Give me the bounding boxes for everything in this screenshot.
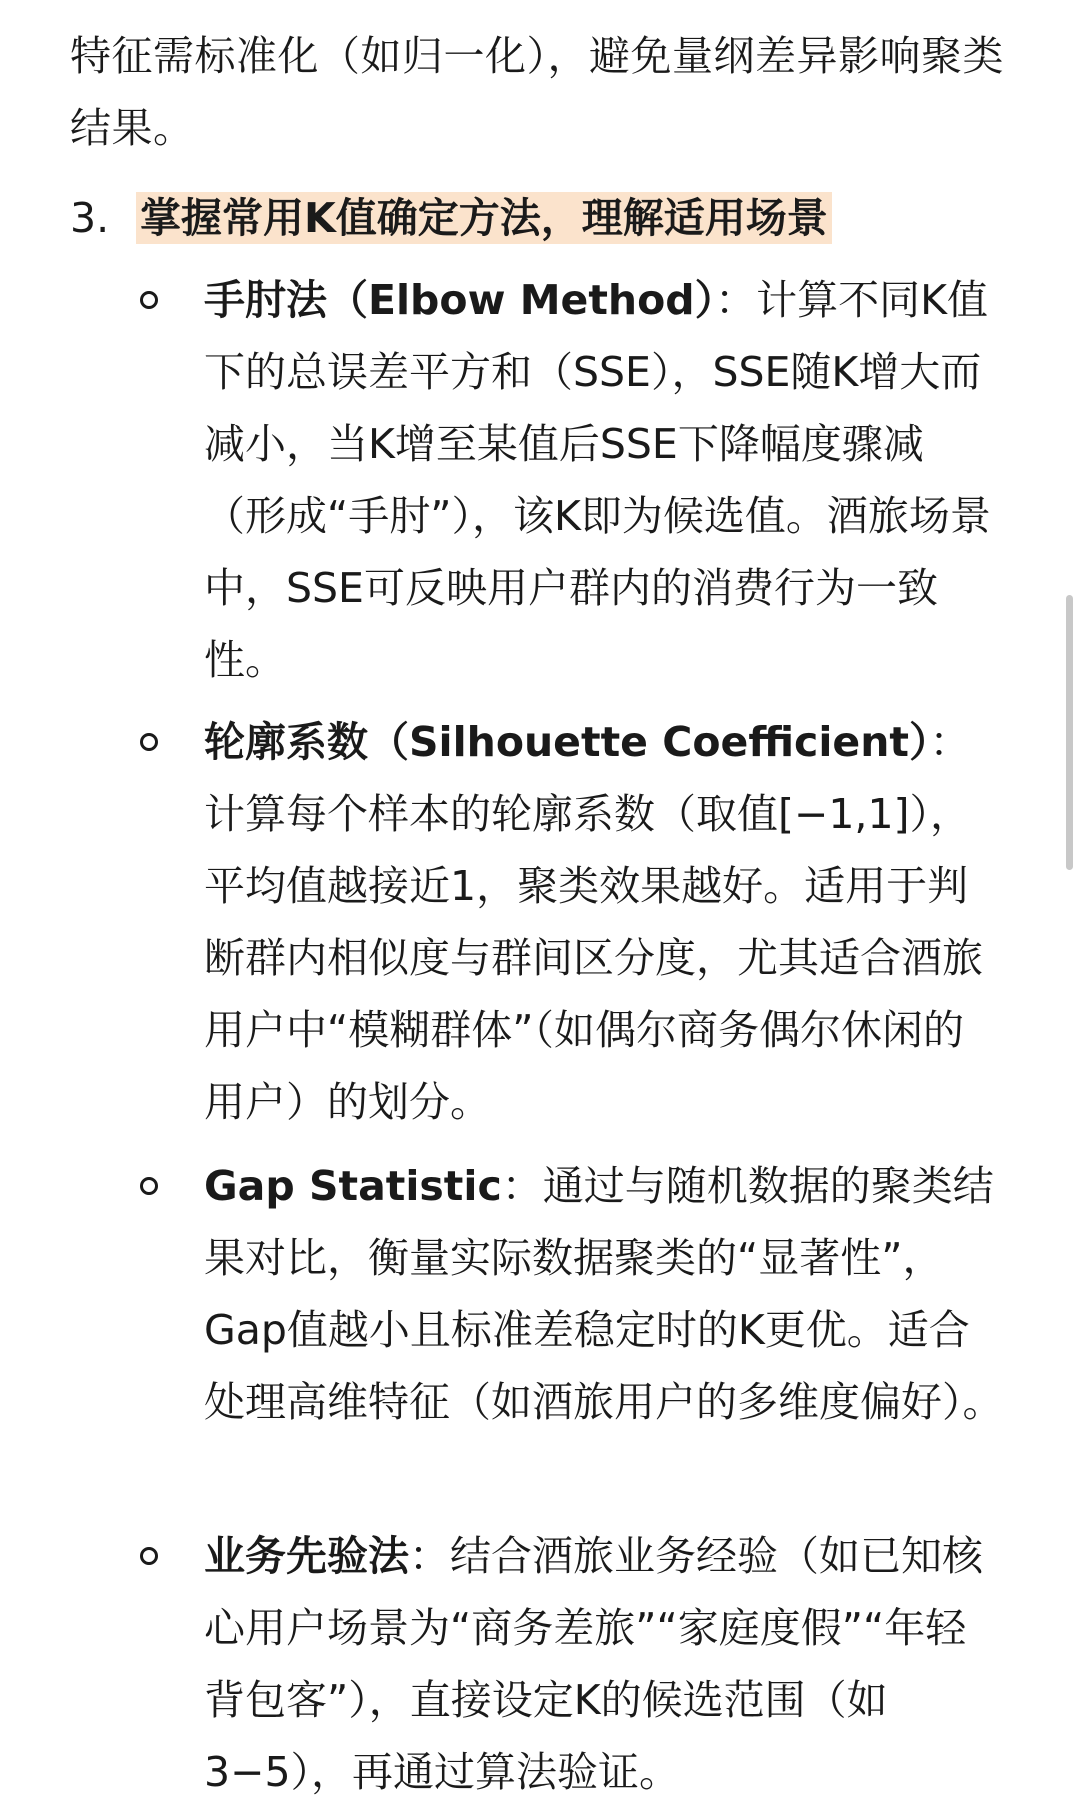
highlighted-heading: 掌握常用K值确定方法，理解适用场景 <box>136 192 832 244</box>
method-description: ：计算每个样本的轮廓系数（取值[−1,1]），平均值越接近1，聚类效果越好。适用于判断群内相似度与群间区分度，尤其适合酒旅用户中“模糊群体”（如偶尔商务偶尔休闲的用户）的划分。 <box>204 718 983 1126</box>
method-term: 轮廓系数（Silhouette Coefficient） <box>204 718 930 766</box>
hollow-bullet-icon <box>140 1177 158 1195</box>
hollow-bullet-icon <box>140 1547 158 1565</box>
method-term: Gap Statistic <box>204 1162 502 1210</box>
method-description: ：计算不同K值下的总误差平方和（SSE），SSE随K增大而减小，当K增至某值后SSE下降幅度骤减（形成“手肘”），该K即为候选值。酒旅场景中，SSE可反映用户群内的消费行为一致性。 <box>204 276 991 684</box>
method-term: 业务先验法 <box>204 1532 409 1580</box>
numbered-item-3 <box>70 182 1030 254</box>
hollow-bullet-icon <box>140 733 158 751</box>
method-description: ：通过与随机数据的聚类结果对比，衡量实际数据聚类的“显著性”，Gap值越小且标准差稳定时的K更优。适合处理高维特征（如酒旅用户的多维度偏好）。 <box>204 1162 1004 1426</box>
method-term: 手肘法（Elbow Method） <box>204 276 716 324</box>
method-description: ：结合酒旅业务经验（如已知核心用户场景为“商务差旅”“家庭度假”“年轻背包客”），直接设定K的候选范围（如3−5），再通过算法验证。 <box>204 1532 983 1796</box>
hollow-bullet-icon <box>140 291 158 309</box>
vertical-scrollbar[interactable] <box>1066 595 1073 870</box>
item-number: 3. <box>70 194 110 242</box>
intro-paragraph: 特征需标准化（如归一化），避免量纲差异影响聚类结果。 <box>70 32 1004 152</box>
